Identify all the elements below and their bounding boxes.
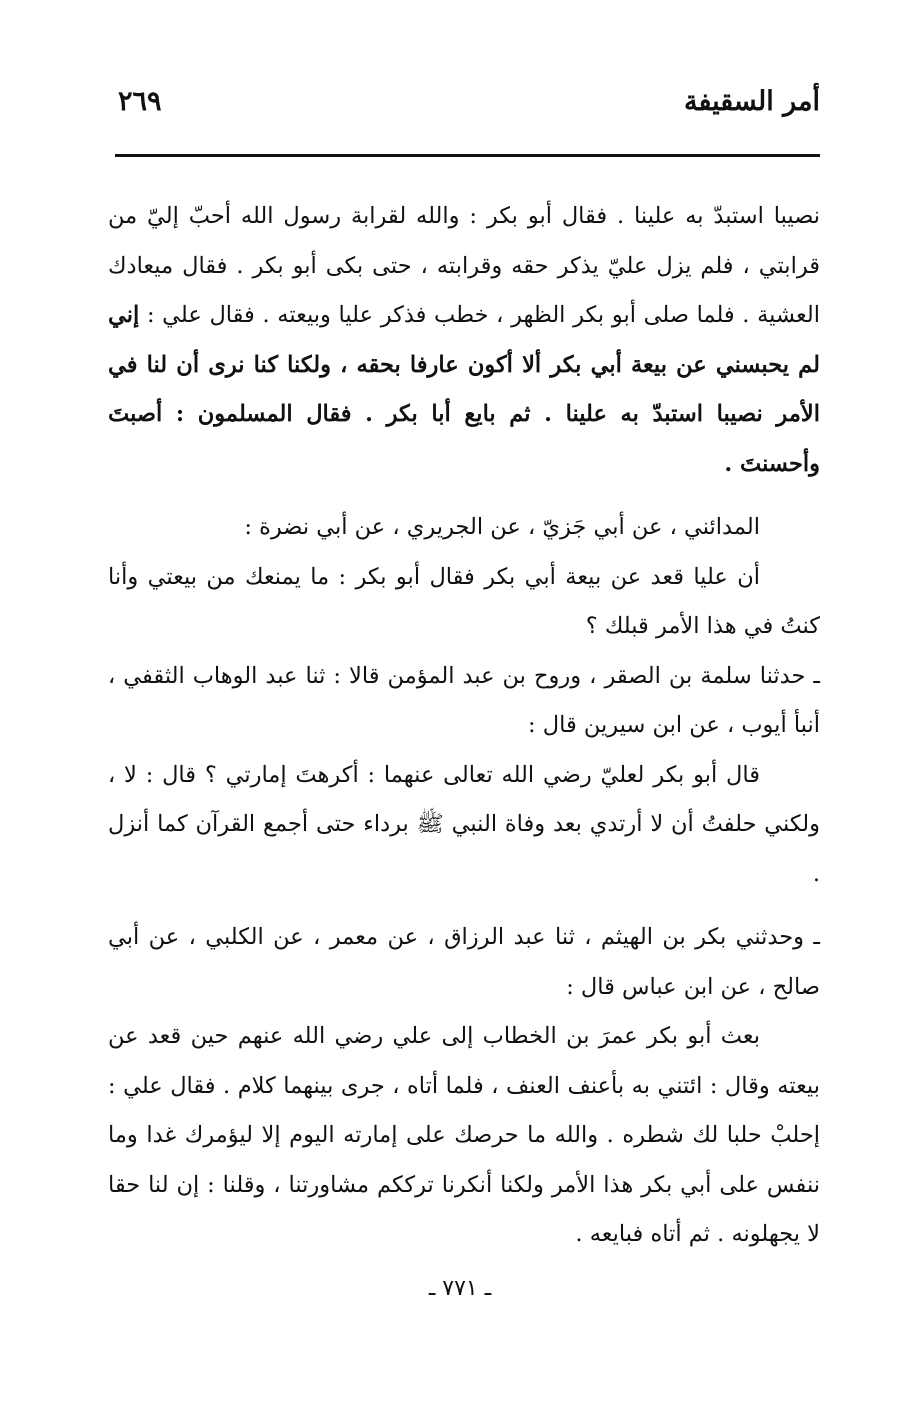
paragraph-7: بعث أبو بكر عمرَ بن الخطاب إلى علي رضي الله عنهم حين قعد عن بيعته وقال : ائتني به بأعنف العنف ، فلما أتاه ، جرى بينهما كلام . فقال علي : إحلبْ حلبا لك شطره . والله ما حرصك على إمارته اليوم إلا ليؤمرك غدا وما ننفس على أبي بكر هذا الأمر ولكنا أنكرنا ترككم مشاورتنا ، وقلنا : إن لنا حقا لا يجهلونه . ثم أتاه فبايعه . [108, 1023, 820, 1247]
paragraph-2-isnad: المدائني ، عن أبي جَزيّ ، عن الجريري ، عن أبي نضرة : [244, 514, 760, 540]
paragraph-1-text: نصيبا استبدّ به علينا . فقال أبو بكر : والله لقرابة رسول الله أحبّ إليّ من قرابتي ، فلم يزل عليّ يذكر حقه وقرابته ، حتى بكى أبو بكر . فقال ميعادك العشية . فلما صلى أبو بكر الظهر ، خطب فذكر عليا وبيعته . فقال علي : [108, 203, 820, 328]
paragraph-6-isnad: ـ وحدثني بكر بن الهيثم ، ثنا عبد الرزاق ، عن معمر ، عن الكلبي ، عن أبي صالح ، عن ابن عباس قال : [108, 924, 820, 1000]
header-rule [115, 154, 820, 157]
paragraph-1 [108, 192, 820, 489]
page-number-bottom: ـ ٧٧١ ـ [428, 1276, 492, 1301]
paragraph-5: قال أبو بكر لعليّ رضي الله تعالى عنهما : أكرهتَ إمارتي ؟ قال : لا ، ولكني حلفتُ أن لا أرتدي بعد وفاة النبي ﷺ برداء حتى أجمع القرآن كما أنزل . [108, 761, 820, 887]
paragraph-1-bold-quote: إني لم يحبسني عن بيعة أبي بكر ألا أكون عارفا بحقه ، ولكنا كنا نرى أن لنا في الأمر نصيبا استبدّ به علينا . ثم بايع أبا بكر . فقال المسلمون : أصبتَ وأحسنتَ . [108, 302, 820, 477]
page-header [110, 82, 820, 132]
running-title: أمر السقيفة [683, 86, 820, 117]
body-text [108, 192, 820, 1260]
paragraph-3: أن عليا قعد عن بيعة أبي بكر فقال أبو بكر : ما يمنعك من بيعتي وأنا كنتُ في هذا الأمر قبلك ؟ [108, 563, 820, 639]
paragraph-4-isnad: ـ حدثنا سلمة بن الصقر ، وروح بن عبد المؤمن قالا : ثنا عبد الوهاب الثقفي ، أنبأ أيوب ، عن ابن سيرين قال : [108, 662, 820, 738]
page-number-top: ٢٦٩ [118, 86, 162, 117]
